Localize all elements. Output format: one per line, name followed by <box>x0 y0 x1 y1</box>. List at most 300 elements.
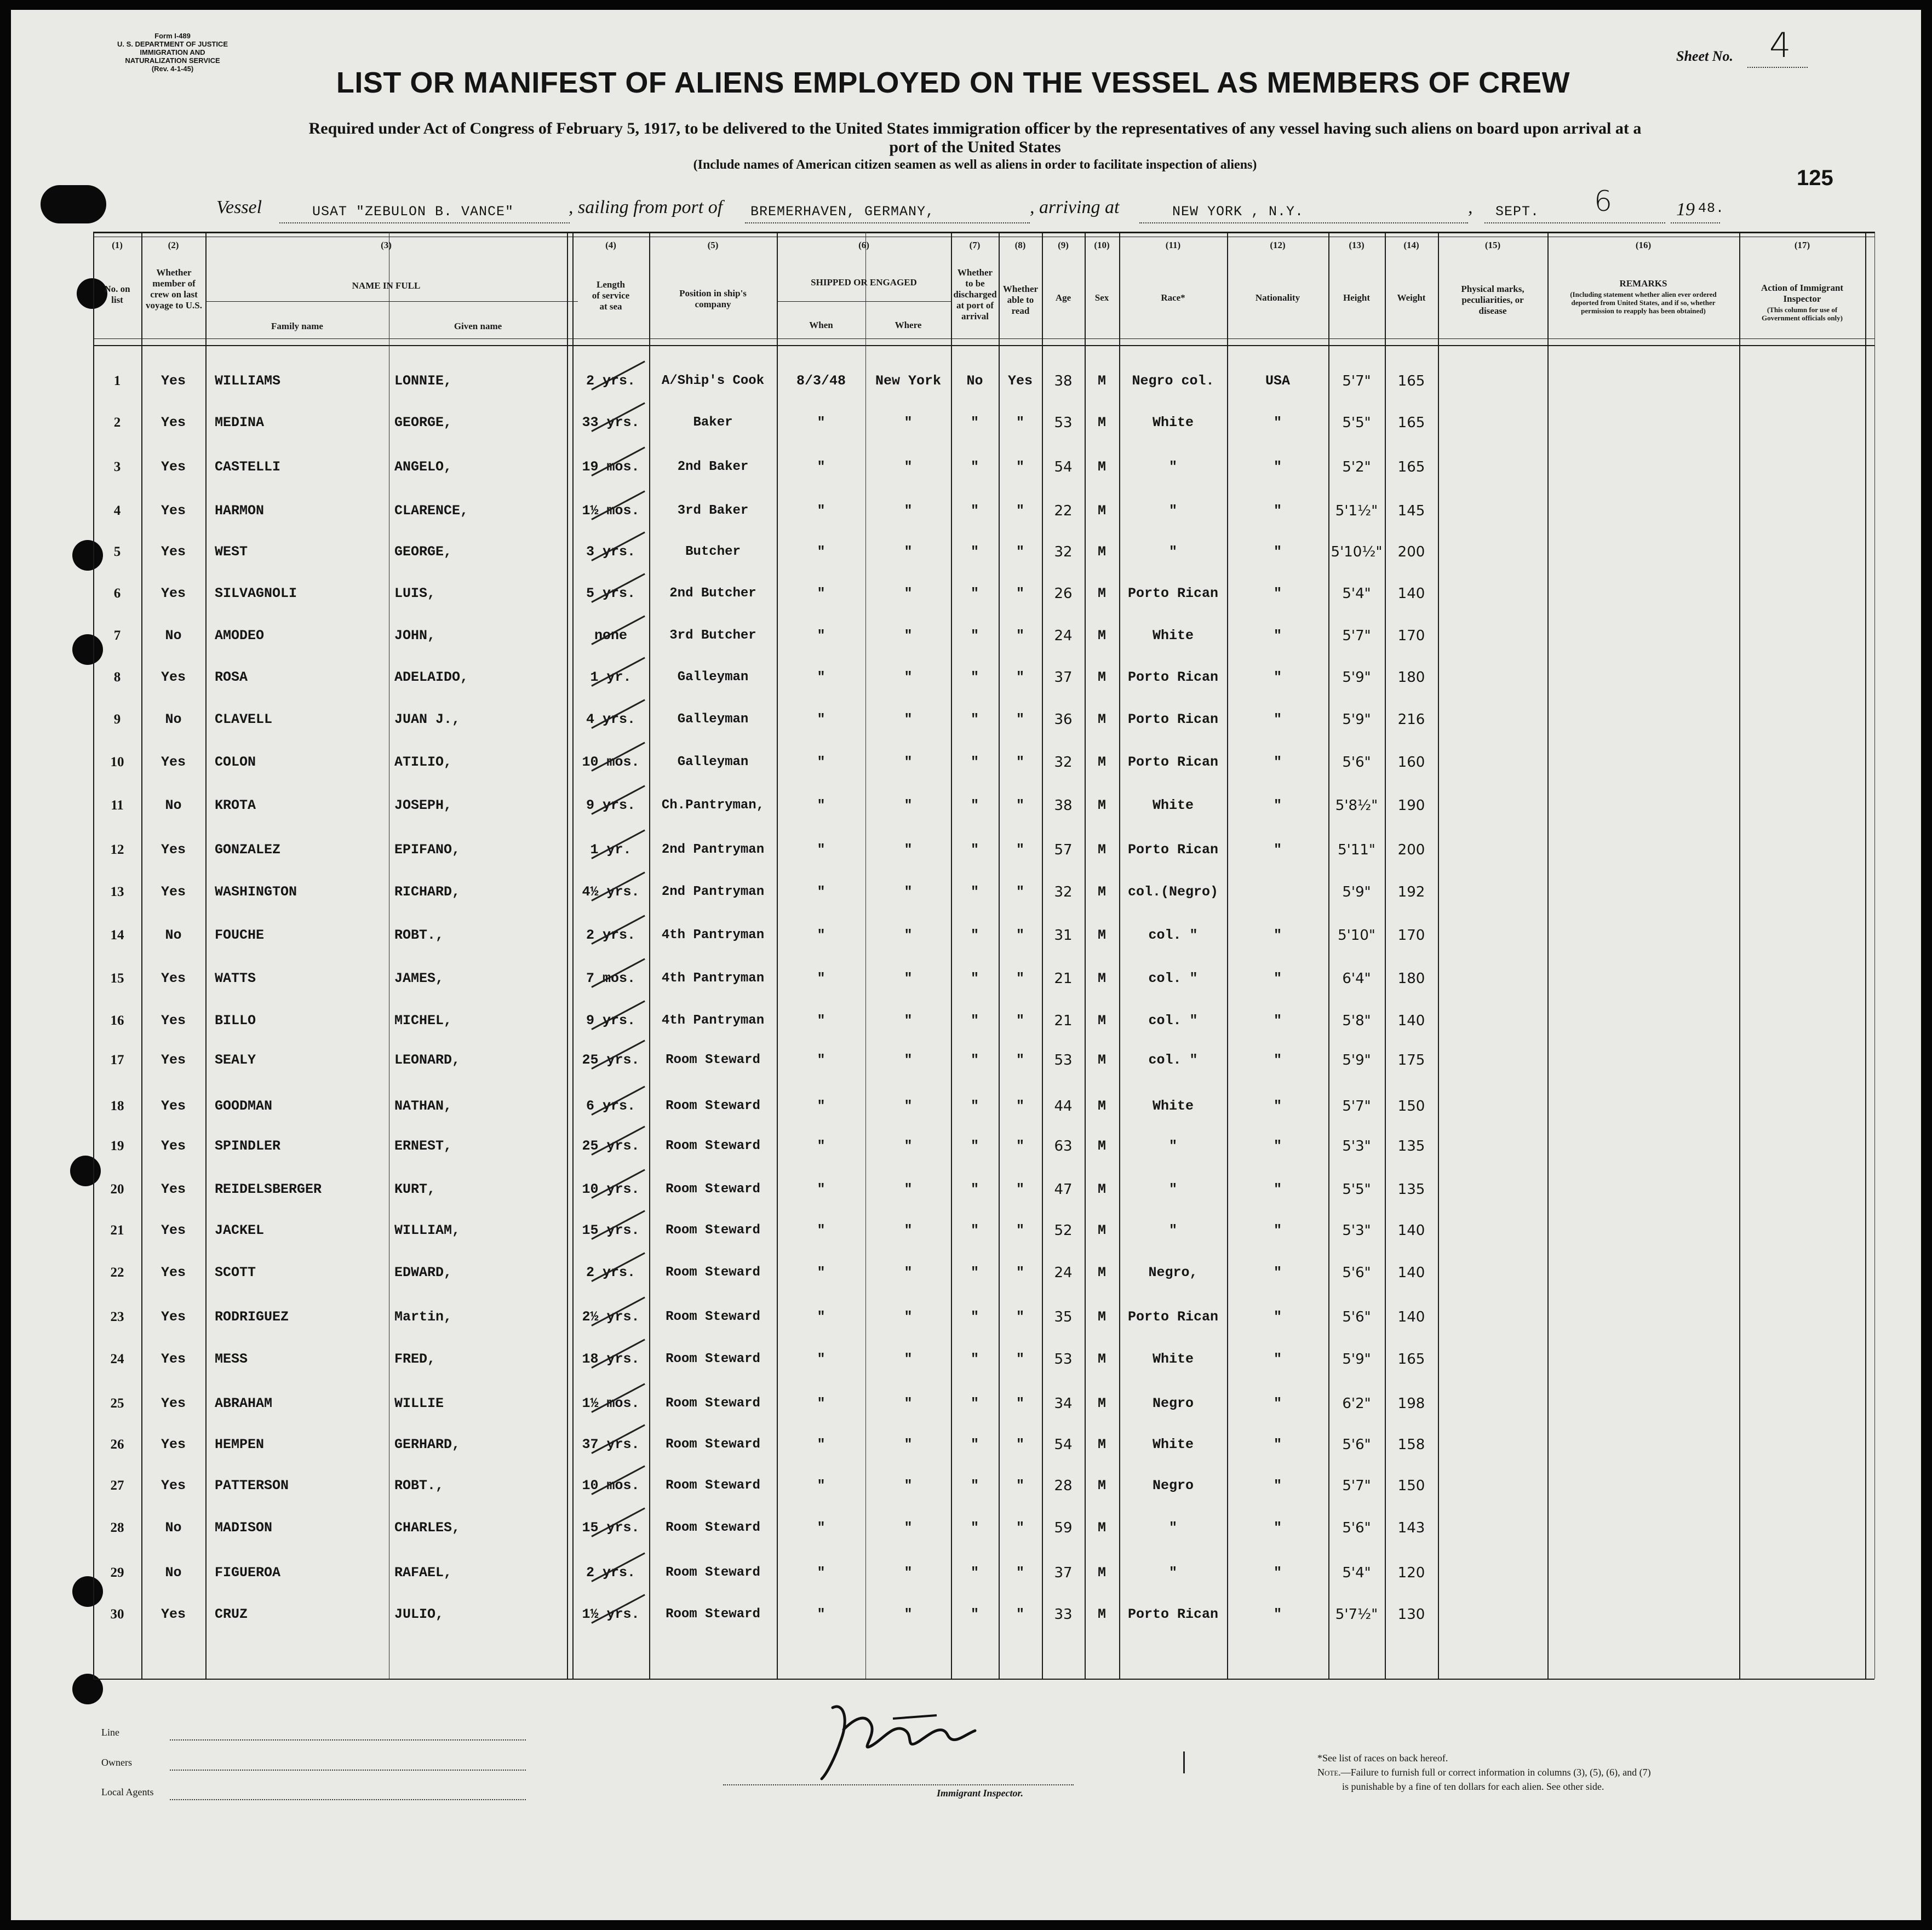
discharged: " <box>970 585 979 601</box>
nationality: " <box>1273 1437 1282 1452</box>
shipped-when: " <box>817 503 825 519</box>
position: 2nd Pantryman <box>661 884 765 899</box>
revision: (Rev. 4-1-45) <box>151 65 194 73</box>
length-of-service: 9 yrs. <box>586 1013 635 1029</box>
nationality: " <box>1273 1265 1282 1280</box>
discharged: " <box>970 797 979 813</box>
race: col. " <box>1148 970 1198 986</box>
nationality: USA <box>1265 373 1290 389</box>
race: " <box>1168 1565 1177 1581</box>
shipped-where: " <box>904 1351 913 1367</box>
nationality: " <box>1273 628 1282 644</box>
shipped-where: " <box>904 842 913 858</box>
col-8-header: Whether able to read <box>1002 284 1039 316</box>
discharged: " <box>970 754 979 770</box>
age: 59 <box>1054 1520 1073 1536</box>
shipped-where: " <box>904 1181 913 1197</box>
position: Ch.Pantryman, <box>661 798 765 813</box>
length-of-service: 1 yr. <box>590 842 632 858</box>
shipped-when: " <box>817 544 825 560</box>
position: Room Steward <box>666 1520 760 1535</box>
family-name: MESS <box>215 1351 248 1367</box>
crew-last-voyage: No <box>165 711 182 727</box>
position: 3rd Butcher <box>669 628 756 643</box>
list-number: 19 <box>110 1139 124 1153</box>
height: 5'6" <box>1342 1309 1371 1325</box>
race: Porto Rican <box>1127 669 1219 685</box>
length-of-service: 3 yrs. <box>586 544 635 560</box>
length-of-service: 18 yrs. <box>582 1351 640 1367</box>
given-name: EDWARD, <box>394 1265 452 1280</box>
family-name: HARMON <box>215 503 265 519</box>
able-to-read: " <box>1016 503 1024 519</box>
sheet-label: Sheet No. <box>1676 48 1733 64</box>
family-name: MADISON <box>215 1520 273 1536</box>
height: 5'9" <box>1342 669 1371 686</box>
height: 5'6" <box>1342 754 1371 771</box>
race: Porto Rican <box>1127 1309 1219 1325</box>
able-to-read: " <box>1016 884 1024 900</box>
age: 32 <box>1054 754 1073 771</box>
height: 5'7" <box>1342 628 1371 644</box>
crew-last-voyage: Yes <box>160 415 186 430</box>
able-to-read: " <box>1016 585 1024 601</box>
position: 3rd Baker <box>677 503 749 518</box>
col-14-header: Weight <box>1397 292 1426 303</box>
col-4-number: (4) <box>605 240 616 250</box>
crew-last-voyage: Yes <box>160 1437 186 1452</box>
shipped-when: " <box>817 1309 825 1325</box>
col-1-number: (1) <box>112 240 123 250</box>
nationality: " <box>1273 1351 1282 1367</box>
shipped-where: " <box>904 1265 913 1280</box>
shipped-where: " <box>904 1437 913 1452</box>
weight: 135 <box>1397 1138 1425 1154</box>
shipped-when: " <box>817 1395 825 1411</box>
age: 33 <box>1054 1606 1073 1623</box>
length-of-service: 10 mos. <box>582 1478 640 1494</box>
race: col. " <box>1148 927 1198 943</box>
given-name: CHARLES, <box>394 1520 461 1536</box>
sex: M <box>1097 415 1106 430</box>
race: Negro col. <box>1132 373 1214 389</box>
list-number: 18 <box>110 1099 124 1113</box>
vessel-label: Vessel <box>216 197 262 217</box>
age: 57 <box>1054 842 1073 858</box>
list-number: 8 <box>113 670 121 685</box>
height: 5'7" <box>1342 1478 1371 1494</box>
able-to-read: " <box>1016 628 1024 644</box>
given-name: JUAN J., <box>394 711 461 727</box>
nationality: " <box>1273 1222 1282 1238</box>
position: Galleyman <box>677 670 749 685</box>
height: 5'2" <box>1342 459 1371 475</box>
given-name: GERHARD, <box>394 1437 461 1452</box>
age: 21 <box>1054 1013 1073 1029</box>
discharged: " <box>970 1181 979 1197</box>
shipped-when: " <box>817 1565 825 1581</box>
service: IMMIGRATION AND NATURALIZATION SERVICE <box>125 48 220 65</box>
race: " <box>1168 503 1177 519</box>
col-9-number: (9) <box>1058 240 1069 250</box>
weight: 170 <box>1397 628 1425 644</box>
height: 5'1½" <box>1335 503 1378 519</box>
shipped-when: " <box>817 884 825 900</box>
col-10-number: (10) <box>1094 240 1110 250</box>
nationality: " <box>1273 1138 1282 1154</box>
given-name: EPIFANO, <box>394 842 461 858</box>
shipped-where: New York <box>875 373 942 389</box>
position: Galleyman <box>677 755 749 769</box>
shipped-where: " <box>904 459 913 475</box>
list-number: 27 <box>110 1478 124 1493</box>
nationality: " <box>1273 1395 1282 1411</box>
sex: M <box>1097 1013 1106 1029</box>
col-12-number: (12) <box>1270 240 1286 250</box>
age: 44 <box>1054 1098 1073 1115</box>
height: 5'3" <box>1342 1138 1371 1154</box>
family-name: MEDINA <box>215 415 265 430</box>
nationality: " <box>1273 1565 1282 1581</box>
list-number: 16 <box>110 1013 124 1028</box>
length-of-service: 2 yrs. <box>586 1565 635 1581</box>
shipped-when: " <box>817 1606 825 1622</box>
length-of-service: 6 yrs. <box>586 1098 635 1114</box>
shipped-when: " <box>817 1222 825 1238</box>
weight: 165 <box>1397 1351 1425 1368</box>
nationality: " <box>1273 842 1282 858</box>
weight: 165 <box>1397 415 1425 431</box>
race: White <box>1152 1437 1194 1452</box>
subtitle-line-2: port of the United States <box>889 138 1061 156</box>
given-name: ROBT., <box>394 927 444 943</box>
length-of-service: 15 yrs. <box>582 1520 640 1536</box>
height: 5'6" <box>1342 1265 1371 1281</box>
position: Room Steward <box>666 1565 760 1580</box>
given-name: ANGELO, <box>394 459 452 475</box>
col-11-header: Race* <box>1161 292 1185 303</box>
given-name: MICHEL, <box>394 1013 452 1029</box>
discharged: " <box>970 927 979 943</box>
shipped-when: " <box>817 711 825 727</box>
family-name: SILVAGNOLI <box>215 585 297 601</box>
col-14-number: (14) <box>1403 240 1419 250</box>
position: 4th Pantryman <box>661 971 765 986</box>
age: 28 <box>1054 1478 1073 1494</box>
race: Porto Rican <box>1127 711 1219 727</box>
height: 5'8½" <box>1335 797 1378 814</box>
age: 24 <box>1054 628 1073 644</box>
sex: M <box>1097 544 1106 560</box>
family-name: CLAVELL <box>215 711 273 727</box>
sex: M <box>1097 1265 1106 1280</box>
age: 37 <box>1054 669 1073 686</box>
list-number: 22 <box>110 1265 124 1280</box>
length-of-service: 25 yrs. <box>582 1052 640 1068</box>
shipped-where: " <box>904 754 913 770</box>
col-2-header: Whether member of crew on last voyage to U.S. <box>146 267 202 311</box>
height: 5'11" <box>1338 842 1375 858</box>
nationality: " <box>1273 459 1282 475</box>
age: 21 <box>1054 970 1073 987</box>
length-of-service: 4 yrs. <box>586 711 635 727</box>
shipped-when: " <box>817 1181 825 1197</box>
shipped-where: " <box>904 628 913 644</box>
weight: 150 <box>1397 1478 1425 1494</box>
sex: M <box>1097 1395 1106 1411</box>
race: Porto Rican <box>1127 1606 1219 1622</box>
height: 5'7" <box>1342 373 1371 389</box>
race: Negro <box>1152 1395 1194 1411</box>
nationality: " <box>1273 503 1282 519</box>
age: 54 <box>1054 1437 1073 1453</box>
list-number: 23 <box>110 1309 124 1324</box>
list-number: 24 <box>110 1352 124 1366</box>
col-16-number: (16) <box>1635 240 1652 250</box>
sex: M <box>1097 1351 1106 1367</box>
list-number: 13 <box>110 884 124 899</box>
able-to-read: " <box>1016 797 1024 813</box>
sex: M <box>1097 373 1106 389</box>
given-name: GEORGE, <box>394 415 452 430</box>
race: Negro <box>1152 1478 1194 1494</box>
given-name: LUIS, <box>394 585 436 601</box>
list-number: 26 <box>110 1437 124 1452</box>
crew-last-voyage: No <box>165 628 182 644</box>
weight: 150 <box>1397 1098 1425 1115</box>
age: 53 <box>1054 415 1073 431</box>
shipped-when: " <box>817 1351 825 1367</box>
given-name: Martin, <box>394 1309 452 1325</box>
race: " <box>1168 544 1177 560</box>
family-name: CRUZ <box>215 1606 248 1622</box>
race: " <box>1168 1520 1177 1536</box>
crew-last-voyage: Yes <box>160 585 186 601</box>
able-to-read: " <box>1016 711 1024 727</box>
position: Room Steward <box>666 1437 760 1452</box>
nationality: " <box>1273 1478 1282 1494</box>
col-2-number: (2) <box>168 240 179 250</box>
able-to-read: " <box>1016 754 1024 770</box>
age: 35 <box>1054 1309 1073 1325</box>
list-number: 3 <box>113 459 121 474</box>
height: 5'10½" <box>1331 544 1383 560</box>
height: 5'10" <box>1338 927 1375 944</box>
col-15-header: Physical marks, peculiarities, or disease <box>1461 284 1524 316</box>
able-to-read: " <box>1016 1520 1024 1536</box>
weight: 145 <box>1397 503 1425 519</box>
position: Room Steward <box>666 1099 760 1113</box>
nationality: " <box>1273 1606 1282 1622</box>
able-to-read: " <box>1016 1098 1024 1114</box>
length-of-service: 4½ yrs. <box>582 884 640 900</box>
shipped-where: " <box>904 970 913 986</box>
col-4-header: Length of service at sea <box>592 279 630 312</box>
height: 5'9" <box>1342 1052 1371 1069</box>
family-name: WATTS <box>215 970 256 986</box>
age: 32 <box>1054 884 1073 900</box>
shipped-where: " <box>904 1606 913 1622</box>
list-number: 14 <box>110 928 124 943</box>
shipped-when: " <box>817 1013 825 1029</box>
shipped-when: " <box>817 970 825 986</box>
race: White <box>1152 1351 1194 1367</box>
shipped-where: " <box>904 585 913 601</box>
position: 2nd Baker <box>677 459 749 474</box>
age: 31 <box>1054 927 1073 944</box>
shipped-where: " <box>904 503 913 519</box>
shipped-where: " <box>904 1052 913 1068</box>
shipped-where: " <box>904 711 913 727</box>
nationality: " <box>1273 1520 1282 1536</box>
shipped-when: " <box>817 585 825 601</box>
discharged: " <box>970 669 979 685</box>
line-label: Line <box>101 1727 119 1738</box>
race: Porto Rican <box>1127 754 1219 770</box>
col-16-header: REMARKS <box>1619 278 1667 289</box>
weight: 200 <box>1397 842 1425 858</box>
col-3-given-header: Given name <box>454 321 502 331</box>
given-name: LEONARD, <box>394 1052 461 1068</box>
shipped-where: " <box>904 1395 913 1411</box>
shipped-when: " <box>817 415 825 430</box>
position: Room Steward <box>666 1396 760 1411</box>
shipped-when: " <box>817 1052 825 1068</box>
crew-last-voyage: Yes <box>160 1013 186 1029</box>
nationality <box>1227 876 1328 909</box>
subtitle-line-1: Required under Act of Congress of February 5, 1917, to be delivered to the United States immigration officer by the representatives of any vessel having such aliens on board upon arrival at a <box>308 119 1642 137</box>
family-name: FOUCHE <box>215 927 265 943</box>
col-7-header: Whether to be discharged at port of arrival <box>953 267 997 321</box>
crew-last-voyage: Yes <box>160 970 186 986</box>
departure-port: BREMERHAVEN, GERMANY, <box>750 204 935 220</box>
length-of-service: 10 mos. <box>582 754 640 770</box>
col-12-header: Nationality <box>1255 292 1300 303</box>
discharged: " <box>970 1565 979 1581</box>
nationality: " <box>1273 415 1282 430</box>
discharged: " <box>970 842 979 858</box>
age: 36 <box>1054 711 1073 728</box>
nationality: " <box>1273 1309 1282 1325</box>
vessel-name: USAT "ZEBULON B. VANCE" <box>312 204 514 220</box>
list-number: 29 <box>110 1565 124 1580</box>
note-label: Note. <box>1317 1767 1341 1778</box>
height: 5'7½" <box>1335 1606 1378 1623</box>
sheet-number: 4 <box>1769 25 1791 65</box>
able-to-read: " <box>1016 1265 1024 1280</box>
crew-last-voyage: Yes <box>160 373 186 389</box>
given-name: JAMES, <box>394 970 444 986</box>
weight: 140 <box>1397 1222 1425 1239</box>
age: 47 <box>1054 1181 1073 1198</box>
weight: 165 <box>1397 373 1425 389</box>
crew-last-voyage: Yes <box>160 1138 186 1154</box>
nationality: " <box>1273 711 1282 727</box>
list-number: 11 <box>111 798 124 813</box>
able-to-read: Yes <box>1007 373 1033 389</box>
sex: M <box>1097 797 1106 813</box>
shipped-when: " <box>817 459 825 475</box>
shipped-where: " <box>904 797 913 813</box>
subtitle-note: (Include names of American citizen seamen as well as aliens in order to facilitate inspection of aliens) <box>693 158 1257 172</box>
given-name: ERNEST, <box>394 1138 452 1154</box>
col-7-number: (7) <box>969 240 981 250</box>
able-to-read: " <box>1016 415 1024 430</box>
nationality: " <box>1273 754 1282 770</box>
weight: 130 <box>1397 1606 1425 1623</box>
weight: 216 <box>1397 711 1425 728</box>
given-name: GEORGE, <box>394 544 452 560</box>
race: col. " <box>1148 1052 1198 1068</box>
given-name: JOSEPH, <box>394 797 452 813</box>
crew-last-voyage: Yes <box>160 1052 186 1068</box>
discharged: " <box>970 628 979 644</box>
shipped-when: " <box>817 1478 825 1494</box>
family-name: WASHINGTON <box>215 884 297 900</box>
weight: 192 <box>1397 884 1425 900</box>
crew-last-voyage: Yes <box>160 1478 186 1494</box>
discharged: " <box>970 1138 979 1154</box>
weight: 158 <box>1397 1437 1425 1453</box>
age: 54 <box>1054 459 1073 475</box>
shipped-where: " <box>904 1013 913 1029</box>
col-6-where-header: Where <box>895 320 922 330</box>
crew-last-voyage: Yes <box>160 544 186 560</box>
weight: 140 <box>1397 1013 1425 1029</box>
discharged: " <box>970 1098 979 1114</box>
given-name: LONNIE, <box>394 373 452 389</box>
length-of-service: 1 yr. <box>590 669 632 685</box>
age: 37 <box>1054 1565 1073 1581</box>
race: col. " <box>1148 1013 1198 1029</box>
height: 5'6" <box>1342 1437 1371 1453</box>
discharged: " <box>970 415 979 430</box>
family-name: SCOTT <box>215 1265 256 1280</box>
height: 5'7" <box>1342 1098 1371 1115</box>
position: 2nd Butcher <box>669 586 756 601</box>
age: 52 <box>1054 1222 1073 1239</box>
able-to-read: " <box>1016 1478 1024 1494</box>
crew-last-voyage: Yes <box>160 1606 186 1622</box>
col-6-header: SHIPPED OR ENGAGED <box>811 277 917 288</box>
height: 6'4" <box>1342 970 1371 987</box>
nationality: " <box>1273 1181 1282 1197</box>
crew-last-voyage: Yes <box>160 459 186 475</box>
local-agents-label: Local Agents <box>101 1787 154 1797</box>
height: 5'5" <box>1342 1181 1371 1198</box>
shipped-where: " <box>904 1478 913 1494</box>
sex: M <box>1097 1181 1106 1197</box>
height: 5'3" <box>1342 1222 1371 1239</box>
crew-last-voyage: Yes <box>160 754 186 770</box>
family-name: COLON <box>215 754 256 770</box>
family-name: SPINDLER <box>215 1138 281 1154</box>
age: 22 <box>1054 503 1073 519</box>
col-3-number: (3) <box>381 240 392 250</box>
shipped-when: " <box>817 1265 825 1280</box>
crew-last-voyage: Yes <box>160 1265 186 1280</box>
list-number: 2 <box>113 415 121 430</box>
col-17-number: (17) <box>1794 240 1810 250</box>
year-prefix: 19 <box>1676 199 1695 220</box>
weight: 165 <box>1397 459 1425 475</box>
given-name: ROBT., <box>394 1478 444 1494</box>
family-name: GONZALEZ <box>215 842 281 858</box>
shipped-when: " <box>817 1098 825 1114</box>
list-number: 15 <box>110 971 124 986</box>
family-name: REIDELSBERGER <box>215 1181 322 1197</box>
position: A/Ship's Cook <box>661 374 765 388</box>
